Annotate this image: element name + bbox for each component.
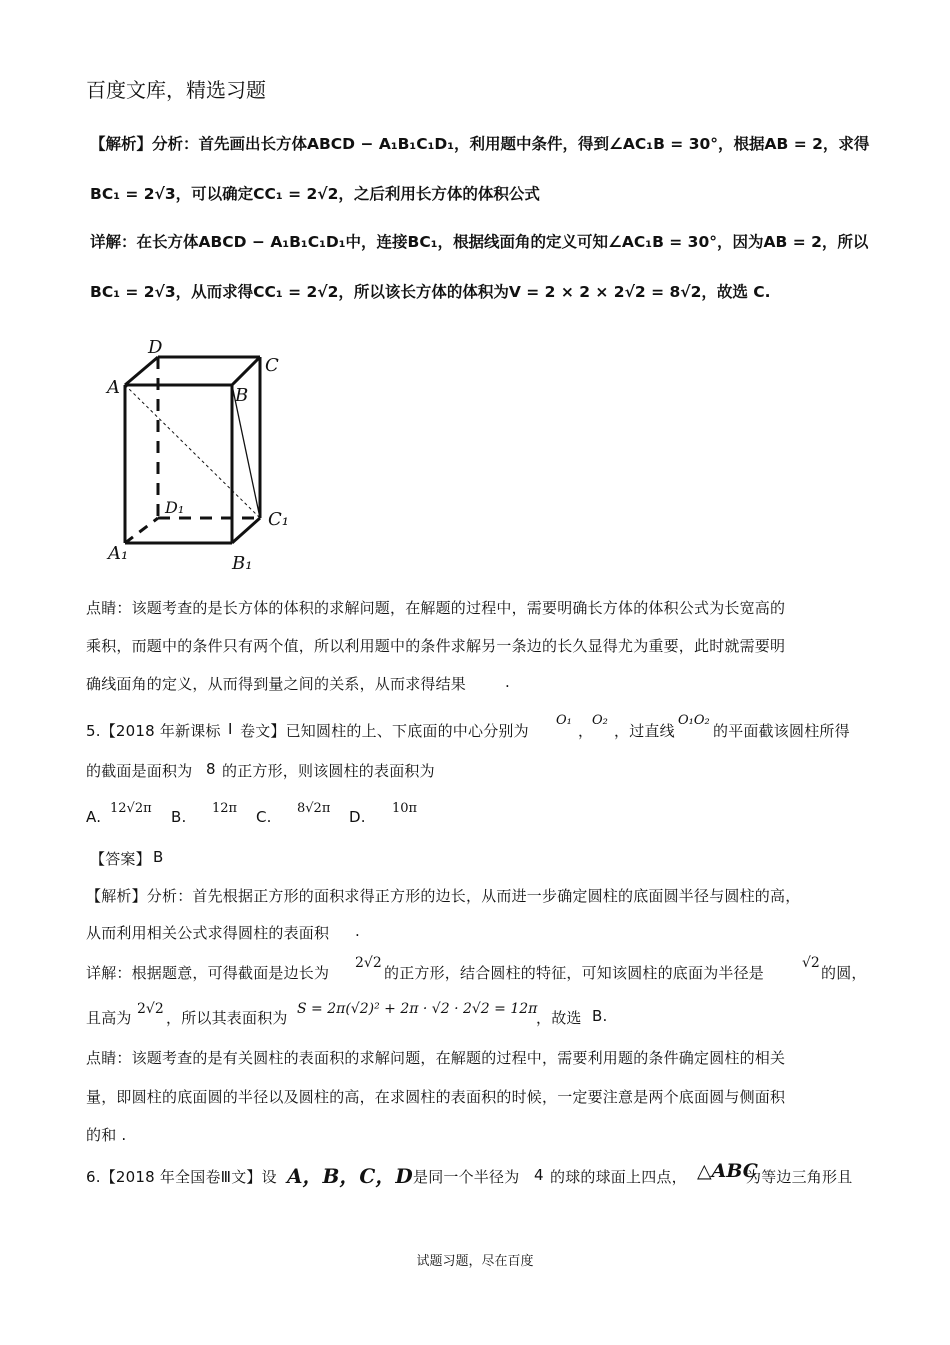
label-A: A bbox=[107, 377, 120, 398]
q5-detail-2c: ，故选 bbox=[536, 1009, 582, 1027]
q6-mid2: 的球的球面上四点， bbox=[550, 1168, 687, 1186]
q5-line-2a: 的截面是面积为 bbox=[86, 762, 193, 780]
note-line-2: 乘积，而题中的条件只有两个值，所以利用题中的条件求解另一条边的长久显得尤为重要，此时就需要明 bbox=[86, 637, 786, 655]
q6-mid: 是同一个半径为 bbox=[413, 1168, 520, 1186]
answer-label: 【答案】 bbox=[90, 850, 151, 868]
label-D1: D₁ bbox=[165, 498, 185, 517]
q5-after: ，过直线 bbox=[614, 722, 675, 740]
label-C1: C₁ bbox=[268, 509, 289, 530]
label-B1: B₁ bbox=[232, 553, 253, 574]
option-d-label: D. bbox=[349, 808, 366, 826]
q5-detail-2b: ，所以其表面积为 bbox=[166, 1009, 288, 1027]
label-A1: A₁ bbox=[108, 543, 129, 564]
label-B: B bbox=[235, 385, 249, 406]
note-line-3-end: . bbox=[505, 673, 510, 691]
option-a-label: A. bbox=[86, 808, 102, 826]
q5-line-2-num: 8 bbox=[206, 760, 216, 778]
q6-tail: 为等边三角形且 bbox=[746, 1168, 853, 1186]
q5-analysis-line-2: 从而利用相关公式求得圆柱的表面积 bbox=[86, 924, 330, 942]
solution-line-1: 【解析】分析：首先画出长方体ABCD − A₁B₁C₁D₁，利用题中条件，得到∠AC₁B = 30°，根据AB = 2，求得 bbox=[90, 135, 870, 153]
q5-analysis-line-1: 【解析】分析：首先根据正方形的面积求得正方形的边长，从而进一步确定圆柱的底面圆半径与圆柱的高， bbox=[86, 887, 801, 905]
edge-B1C1 bbox=[232, 518, 260, 543]
q5-note-line-3: 的和 . bbox=[86, 1126, 127, 1144]
q5-line-1-prefix: 5.【2018 年新课标 bbox=[86, 722, 221, 740]
q5-detail-1-math2: √2 bbox=[802, 955, 820, 971]
answer-value: B bbox=[153, 848, 164, 866]
note-line-1: 点睛：该题考查的是长方体的体积的求解问题，在解题的过程中，需要明确长方体的体积公式为长宽高的 bbox=[86, 599, 786, 617]
label-C: C bbox=[265, 355, 279, 376]
q5-o2: O₂ bbox=[592, 713, 608, 728]
cuboid-figure bbox=[100, 335, 310, 580]
q5-detail-1c: 的圆， bbox=[821, 964, 867, 982]
q5-detail-2a: 且高为 bbox=[86, 1009, 132, 1027]
q5-analysis-line-2-end: . bbox=[355, 922, 360, 940]
q5-o1o2: O₁O₂ bbox=[678, 713, 710, 728]
option-b-label: B. bbox=[171, 808, 187, 826]
option-c-label: C. bbox=[256, 808, 272, 826]
q6-points: A，B，C，D bbox=[287, 1164, 413, 1188]
option-c-value: 8√2π bbox=[297, 801, 331, 816]
edge-CB bbox=[232, 357, 260, 385]
q5-tail: 的平面截该圆柱所得 bbox=[713, 722, 850, 740]
page-footer: 试题习题，尽在百度 bbox=[416, 1254, 534, 1269]
edge-A1D1-hidden bbox=[125, 518, 158, 543]
q5-detail-2-formula: S = 2π(√2)² + 2π · √2 · 2√2 = 12π bbox=[297, 1001, 538, 1017]
q5-detail-2-math: 2√2 bbox=[137, 1001, 164, 1017]
q5-comma: ， bbox=[578, 722, 594, 740]
note-line-3: 确线面角的定义，从而得到量之间的关系，从而求得结果 bbox=[86, 675, 467, 693]
label-D: D bbox=[148, 337, 163, 358]
q6-prefix: 6.【2018 年全国卷Ⅲ文】设 bbox=[86, 1168, 277, 1186]
q5-detail-1-math: 2√2 bbox=[355, 955, 382, 971]
solution-line-2: BC₁ = 2√3，可以确定CC₁ = 2√2，之后利用长方体的体积公式 bbox=[90, 185, 540, 203]
option-d-value: 10π bbox=[392, 801, 418, 816]
q5-line-1-roman: I bbox=[228, 720, 233, 738]
q5-o1: O₁ bbox=[556, 713, 572, 728]
q5-detail-1a: 详解：根据题意，可得截面是边长为 bbox=[86, 964, 330, 982]
option-b-value: 12π bbox=[212, 801, 238, 816]
solution-line-3: 详解：在长方体ABCD − A₁B₁C₁D₁中，连接BC₁，根据线面角的定义可知∠AC₁B = 30°，因为AB = 2，所以 bbox=[90, 233, 869, 251]
option-a-value: 12√2π bbox=[110, 801, 152, 816]
q5-line-2b: 的正方形，则该圆柱的表面积为 bbox=[222, 762, 435, 780]
q6-num: 4 bbox=[534, 1166, 544, 1184]
q5-detail-1b: 的正方形，结合圆柱的特征，可知该圆柱的底面为半径是 bbox=[384, 964, 765, 982]
q5-note-line-2: 量，即圆柱的底面圆的半径以及圆柱的高，在求圆柱的表面积的时候，一定要注意是两个底面圆与侧面积 bbox=[86, 1088, 786, 1106]
q5-line-1-mid: 卷文】已知圆柱的上、下底面的中心分别为 bbox=[240, 722, 529, 740]
q6-triangle: △ABC bbox=[697, 1160, 758, 1182]
q5-note-line-1: 点睛：该题考查的是有关圆柱的表面积的求解问题，在解题的过程中，需要利用题的条件确定圆柱的相关 bbox=[86, 1049, 786, 1067]
q5-detail-2d: B. bbox=[592, 1007, 608, 1025]
page-header: 百度文库，精选习题 bbox=[86, 78, 266, 102]
edge-AD bbox=[125, 357, 158, 385]
solution-line-4: BC₁ = 2√3，从而求得CC₁ = 2√2，所以该长方体的体积为V = 2 × 2 × 2√2 = 8√2，故选 C. bbox=[90, 283, 771, 301]
